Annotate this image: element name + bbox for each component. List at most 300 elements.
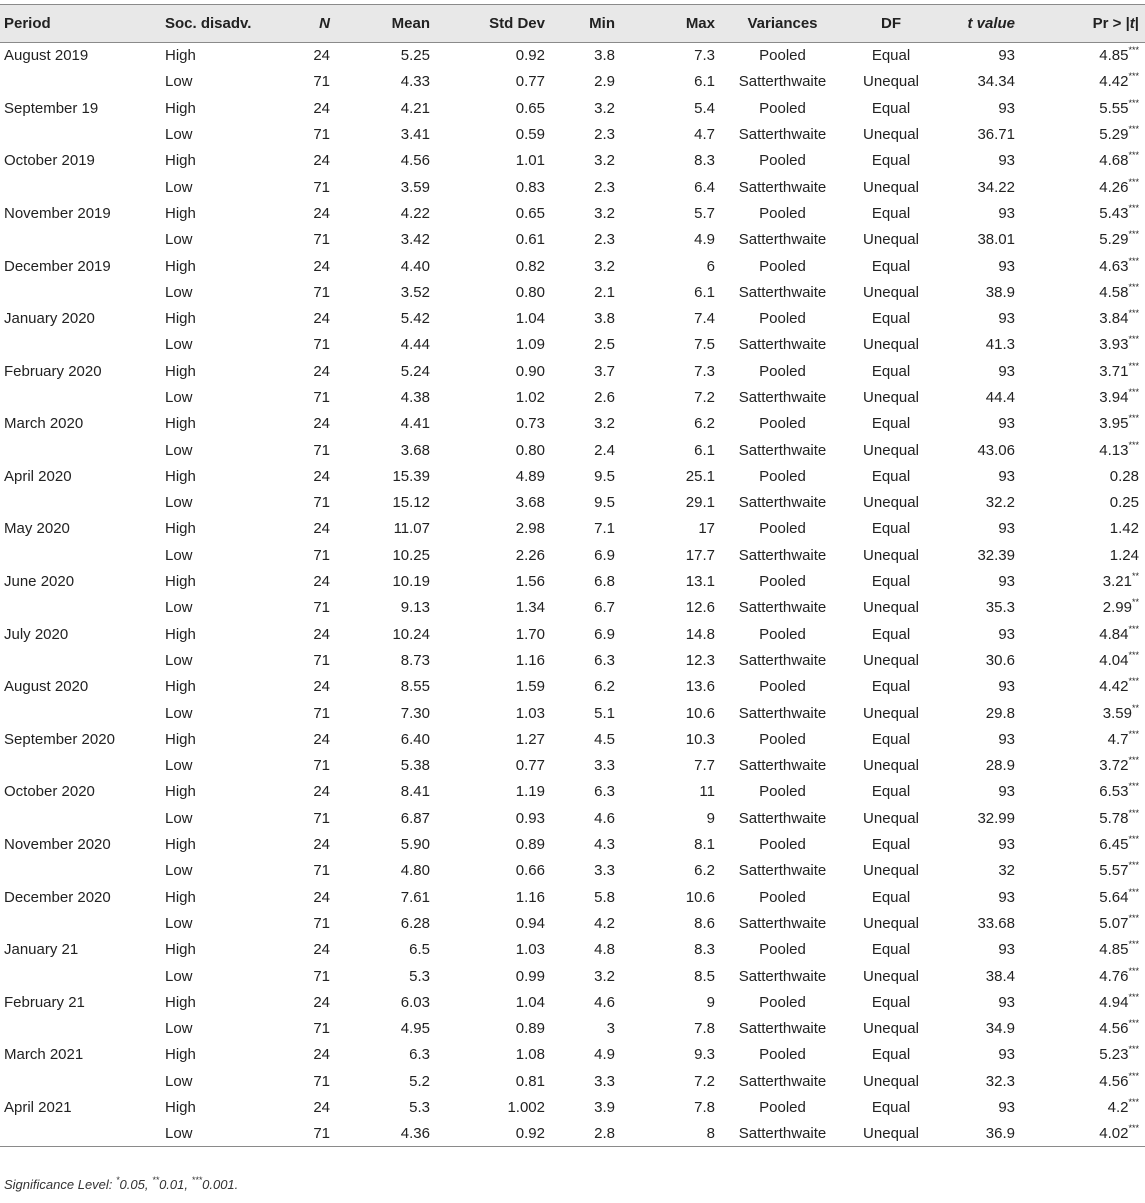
cell-min: 3.2: [594, 204, 615, 222]
cell-pr-value: 3.84: [1099, 310, 1129, 328]
cell-soc-disadv: High: [165, 152, 196, 170]
cell-pr-t: [1015, 279, 1145, 305]
cell-variances: Satterthwaite: [738, 441, 827, 459]
table-row: [0, 411, 1145, 437]
cell-max: 13.1: [685, 573, 715, 591]
cell-pr-value: 4.7: [1107, 730, 1129, 748]
cell-mean: 4.95: [400, 1020, 430, 1038]
cell-variances: Pooled: [759, 520, 806, 538]
cell-std-dev: 1.08: [515, 1046, 545, 1064]
header-variances: Variances: [715, 5, 850, 43]
cell-t-value: 93: [998, 310, 1015, 328]
cell-mean: 5.3: [409, 967, 430, 985]
cell-variances: Satterthwaite: [738, 283, 827, 301]
cell-variances: Pooled: [759, 888, 806, 906]
cell-pr-value: 4.84: [1099, 625, 1129, 643]
cell-variances: Satterthwaite: [738, 1072, 827, 1090]
cell-variances: Satterthwaite: [738, 651, 827, 669]
significance-mark: ***: [1128, 1097, 1139, 1108]
cell-mean: 9.13: [400, 599, 430, 617]
cell-min: 4.3: [594, 836, 615, 854]
cell-mean: 15.12: [392, 494, 430, 512]
cell-mean: 4.40: [400, 257, 430, 275]
cell-soc-disadv: Low: [165, 441, 193, 459]
table-row: [0, 200, 1145, 226]
header-pr-t-italic: t: [1129, 15, 1135, 32]
cell-period: August 2019: [4, 47, 89, 65]
cell-pr-value: 4.85: [1099, 47, 1129, 65]
table-row: [0, 542, 1145, 568]
cell-period: December 2019: [4, 257, 111, 275]
table-row: [0, 779, 1145, 805]
cell-max: 7.3: [694, 47, 715, 65]
cell-soc-disadv: High: [165, 678, 196, 696]
cell-t-value: 33.68: [977, 914, 1015, 932]
cell-df: Equal: [871, 993, 911, 1011]
cell-max: 7.7: [694, 757, 715, 775]
cell-max: 9: [706, 993, 715, 1011]
cell-pr-t: [1015, 1042, 1145, 1068]
cell-soc-disadv: High: [165, 1046, 196, 1064]
cell-n: 71: [313, 283, 330, 301]
cell-min: 6.9: [594, 546, 615, 564]
cell-n: 24: [313, 836, 330, 854]
cell-df: Unequal: [863, 704, 919, 722]
cell-pr-value: 6.45: [1099, 836, 1129, 854]
cell-t-value: 93: [998, 362, 1015, 380]
significance-mark: ***: [1128, 45, 1139, 56]
cell-pr-t: [1015, 621, 1145, 647]
significance-mark: ***: [1128, 755, 1139, 766]
header-n-label: N: [319, 15, 330, 32]
table-row: [0, 910, 1145, 936]
header-std-dev: Std Dev: [430, 5, 545, 43]
cell-t-value: 93: [998, 836, 1015, 854]
cell-max: 7.5: [694, 336, 715, 354]
cell-period: October 2020: [4, 783, 95, 801]
table-row: [0, 647, 1145, 673]
cell-t-value: 93: [998, 204, 1015, 222]
cell-variances: Pooled: [759, 257, 806, 275]
table-row: [0, 1015, 1145, 1041]
cell-period: September 19: [4, 99, 99, 117]
significance-mark: ***: [1128, 649, 1139, 660]
significance-mark: ***: [1128, 1018, 1139, 1029]
cell-pr-value: 0.25: [1109, 494, 1139, 512]
cell-mean: 10.25: [392, 546, 430, 564]
significance-mark: ***: [1128, 255, 1139, 266]
cell-mean: 4.38: [400, 389, 430, 406]
cell-min: 4.8: [594, 941, 615, 959]
cell-variances: Satterthwaite: [738, 494, 827, 512]
cell-period: [0, 332, 165, 358]
cell-df: Unequal: [863, 73, 919, 91]
table-row: [0, 621, 1145, 647]
header-soc-disadv: Soc. disadv.: [165, 5, 280, 43]
cell-period: May 2020: [4, 520, 70, 538]
cell-max: 8.3: [694, 941, 715, 959]
cell-n: 71: [313, 73, 330, 91]
cell-pr-value: 5.57: [1099, 862, 1129, 880]
cell-pr-value: 1.42: [1109, 520, 1139, 538]
cell-period: November 2020: [4, 836, 111, 854]
cell-t-value: 93: [998, 730, 1015, 748]
header-n: [280, 5, 330, 43]
table-row: [0, 884, 1145, 910]
cell-min: 3.8: [594, 47, 615, 65]
cell-min: 3.8: [594, 310, 615, 328]
cell-t-value: 41.3: [985, 336, 1015, 354]
cell-period: [0, 858, 165, 884]
cell-mean: 11.07: [393, 520, 430, 538]
cell-std-dev: 1.04: [515, 310, 545, 328]
cell-std-dev: 0.94: [515, 914, 545, 932]
cell-n: 71: [313, 967, 330, 985]
cell-pr-t: [1015, 910, 1145, 936]
cell-max: 8.6: [694, 914, 715, 932]
cell-min: 6.7: [594, 599, 615, 617]
cell-pr-t: [1015, 1068, 1145, 1094]
cell-variances: Pooled: [759, 362, 806, 380]
cell-max: 14.8: [685, 625, 715, 643]
cell-variances: Pooled: [759, 467, 806, 485]
cell-soc-disadv: Low: [165, 1020, 193, 1038]
cell-pr-t: [1015, 227, 1145, 253]
table-row: [0, 516, 1145, 542]
cell-df: Equal: [871, 99, 911, 117]
cell-period: [0, 1068, 165, 1094]
cell-mean: 6.5: [409, 941, 430, 959]
cell-t-value: 93: [998, 783, 1015, 801]
cell-mean: 6.87: [400, 809, 430, 827]
cell-pr-value: 4.68: [1099, 152, 1129, 170]
cell-min: 2.1: [594, 283, 615, 301]
cell-max: 12.6: [685, 599, 715, 617]
cell-df: Equal: [871, 573, 911, 591]
cell-df: Unequal: [863, 1020, 919, 1038]
cell-min: 3.9: [594, 1099, 615, 1117]
cell-pr-t: [1015, 463, 1145, 489]
cell-max: 7.3: [694, 362, 715, 380]
footnote-mark-2: **: [152, 1175, 160, 1185]
cell-min: 6.2: [594, 678, 615, 696]
cell-pr-value: 5.07: [1099, 914, 1129, 932]
significance-mark: ***: [1128, 150, 1139, 161]
cell-pr-value: 4.2: [1107, 1099, 1129, 1117]
cell-n: 71: [313, 389, 330, 406]
cell-mean: 8.41: [400, 783, 430, 801]
cell-min: 6.8: [594, 573, 615, 591]
cell-n: 71: [313, 178, 330, 196]
cell-soc-disadv: Low: [165, 704, 193, 722]
significance-mark: ***: [1128, 886, 1139, 897]
cell-min: 6.3: [594, 651, 615, 669]
cell-std-dev: 0.92: [515, 47, 545, 65]
cell-soc-disadv: High: [165, 467, 196, 485]
cell-max: 6.4: [694, 178, 715, 196]
cell-t-value: 34.9: [985, 1020, 1015, 1038]
table-row: [0, 253, 1145, 279]
table-row: [0, 43, 1145, 69]
cell-df: Equal: [871, 678, 911, 696]
cell-pr-t: [1015, 805, 1145, 831]
cell-period: November 2019: [4, 204, 111, 222]
cell-min: 2.4: [594, 441, 615, 459]
cell-max: 8.1: [694, 836, 715, 854]
cell-variances: Satterthwaite: [738, 231, 827, 249]
cell-period: [0, 227, 165, 253]
cell-n: 24: [313, 362, 330, 380]
cell-n: 71: [313, 862, 330, 880]
cell-t-value: 32.99: [977, 809, 1015, 827]
cell-mean: 7.61: [400, 888, 430, 906]
cell-soc-disadv: Low: [165, 967, 193, 985]
cell-period: March 2020: [4, 415, 84, 433]
cell-period: August 2020: [4, 678, 89, 696]
cell-soc-disadv: High: [165, 783, 196, 801]
cell-soc-disadv: High: [165, 415, 196, 433]
table-row: [0, 227, 1145, 253]
significance-mark: ***: [1128, 939, 1139, 950]
cell-std-dev: 0.73: [515, 415, 545, 433]
cell-t-value: 38.9: [985, 283, 1015, 301]
cell-soc-disadv: High: [165, 573, 196, 591]
cell-pr-value: 4.42: [1099, 73, 1129, 91]
table-row: [0, 332, 1145, 358]
cell-variances: Satterthwaite: [738, 73, 827, 91]
cell-period: February 21: [4, 993, 85, 1011]
cell-pr-value: 3.21: [1102, 573, 1132, 591]
cell-mean: 7.30: [400, 704, 430, 722]
table-row: [0, 279, 1145, 305]
table-row: [0, 69, 1145, 95]
cell-pr-t: [1015, 200, 1145, 226]
cell-mean: 5.90: [400, 836, 430, 854]
cell-min: 2.3: [594, 126, 615, 144]
significance-mark: **: [1131, 597, 1139, 608]
cell-n: 71: [313, 1020, 330, 1038]
cell-max: 8: [615, 1121, 715, 1147]
cell-pr-t: [1015, 858, 1145, 884]
table-row: [0, 963, 1145, 989]
cell-df: Equal: [871, 415, 911, 433]
cell-df: Unequal: [863, 494, 919, 512]
cell-pr-t: [1015, 989, 1145, 1015]
cell-pr-value: 2.99: [1102, 599, 1132, 617]
cell-variances: Pooled: [759, 1099, 806, 1117]
cell-period: [0, 542, 165, 568]
cell-df: Unequal: [863, 231, 919, 249]
cell-n: 24: [313, 573, 330, 591]
cell-n: 71: [313, 1072, 330, 1090]
cell-t-value: 32.2: [985, 494, 1015, 512]
cell-period: [0, 963, 165, 989]
cell-mean: 8.73: [400, 651, 430, 669]
cell-mean: 4.80: [400, 862, 430, 880]
cell-pr-t: [1015, 726, 1145, 752]
cell-variances: Pooled: [759, 310, 806, 328]
cell-n: 24: [313, 204, 330, 222]
cell-max: 12.3: [685, 651, 715, 669]
cell-max: 5.4: [694, 99, 715, 117]
cell-period: [0, 69, 165, 95]
table-row: [0, 358, 1145, 384]
cell-variances: Pooled: [759, 678, 806, 696]
cell-n: 71: [313, 336, 330, 354]
cell-variances: Satterthwaite: [738, 336, 827, 354]
cell-soc-disadv: Low: [165, 126, 193, 144]
cell-pr-t: [1015, 753, 1145, 779]
cell-pr-value: 5.29: [1099, 126, 1129, 144]
cell-period: January 2020: [4, 310, 95, 328]
table-row: [0, 831, 1145, 857]
cell-soc-disadv: Low: [165, 178, 193, 196]
table-row: [0, 148, 1145, 174]
table-row: [0, 858, 1145, 884]
header-df: DF: [850, 5, 932, 43]
cell-std-dev: 0.89: [515, 836, 545, 854]
cell-period: July 2020: [4, 625, 69, 643]
cell-pr-t: [1015, 568, 1145, 594]
cell-n: 71: [313, 126, 330, 144]
cell-df: Unequal: [863, 178, 919, 196]
cell-variances: Pooled: [759, 573, 806, 591]
table-row: [0, 490, 1145, 516]
cell-n: 24: [313, 310, 330, 328]
table-row: [0, 595, 1145, 621]
cell-max: 10.6: [685, 704, 715, 722]
cell-max: 6.2: [694, 862, 715, 880]
cell-df: Equal: [871, 362, 911, 380]
cell-max: 4.7: [694, 126, 715, 144]
significance-mark: ***: [1128, 623, 1139, 634]
cell-soc-disadv: Low: [165, 914, 193, 932]
cell-variances: Satterthwaite: [738, 546, 827, 564]
cell-t-value: 35.3: [985, 599, 1015, 617]
table-row: [0, 95, 1145, 121]
cell-period: [0, 1121, 165, 1147]
cell-soc-disadv: Low: [165, 494, 193, 512]
cell-mean: 4.41: [400, 415, 430, 433]
cell-mean: 5.2: [409, 1072, 430, 1090]
header-row: [0, 5, 1145, 43]
cell-min: 2.3: [594, 231, 615, 249]
cell-soc-disadv: High: [165, 625, 196, 643]
cell-min: 4.6: [594, 993, 615, 1011]
cell-period: [0, 279, 165, 305]
header-min: Min: [545, 5, 615, 43]
cell-min: 3.7: [594, 362, 615, 380]
cell-mean: 6.28: [400, 914, 430, 932]
cell-df: Unequal: [863, 283, 919, 301]
cell-min: 3.2: [594, 415, 615, 433]
cell-df: Unequal: [863, 757, 919, 775]
cell-df: Equal: [871, 888, 911, 906]
cell-period: June 2020: [4, 573, 75, 591]
cell-mean: 6.40: [400, 730, 430, 748]
cell-n: 24: [313, 625, 330, 643]
cell-t-value: 93: [998, 625, 1015, 643]
cell-pr-value: 5.43: [1099, 204, 1129, 222]
cell-mean: 5.24: [400, 362, 430, 380]
cell-min: 3.2: [594, 152, 615, 170]
cell-pr-t: [1015, 700, 1145, 726]
cell-mean: 5.42: [400, 310, 430, 328]
cell-soc-disadv: High: [165, 520, 196, 538]
cell-t-value: 34.22: [977, 178, 1015, 196]
cell-df: Equal: [871, 941, 911, 959]
cell-std-dev: 1.03: [515, 704, 545, 722]
cell-pr-value: 5.78: [1099, 809, 1129, 827]
cell-df: Unequal: [863, 389, 919, 406]
cell-pr-t: [1015, 95, 1145, 121]
significance-mark: ***: [1128, 860, 1139, 871]
cell-std-dev: 4.89: [515, 467, 545, 485]
cell-t-value: 38.01: [977, 231, 1015, 249]
cell-min: 9.5: [594, 494, 615, 512]
footnote-label: Significance Level:: [4, 1177, 117, 1192]
cell-pr-t: [1015, 490, 1145, 516]
significance-mark: ***: [1128, 360, 1139, 371]
cell-max: 10.6: [685, 888, 715, 906]
cell-variances: Pooled: [759, 1046, 806, 1064]
statistics-table: [0, 4, 1145, 1147]
cell-soc-disadv: High: [165, 1099, 196, 1117]
cell-min: 2.6: [594, 389, 615, 406]
cell-t-value: 93: [998, 1099, 1015, 1117]
cell-mean: 6.03: [400, 993, 430, 1011]
cell-n: 71: [313, 546, 330, 564]
table-row: [0, 174, 1145, 200]
cell-soc-disadv: Low: [165, 1072, 193, 1090]
cell-df: Unequal: [863, 862, 919, 880]
cell-std-dev: 1.59: [515, 678, 545, 696]
cell-soc-disadv: High: [165, 993, 196, 1011]
cell-pr-value: 1.24: [1109, 546, 1139, 564]
cell-mean: 10.19: [392, 573, 430, 591]
cell-mean: 10.24: [392, 625, 430, 643]
table-row: [0, 700, 1145, 726]
cell-min: 4.2: [594, 914, 615, 932]
cell-max: 9.3: [694, 1046, 715, 1064]
cell-t-value: 38.4: [985, 967, 1015, 985]
table-row: [0, 805, 1145, 831]
cell-max: 11: [699, 783, 715, 801]
cell-df: Unequal: [863, 1072, 919, 1090]
cell-mean: 4.33: [400, 73, 430, 91]
cell-soc-disadv: Low: [165, 283, 193, 301]
cell-pr-value: 3.94: [1099, 389, 1129, 406]
cell-t-value: 36.9: [932, 1121, 1015, 1147]
cell-pr-t: [1015, 647, 1145, 673]
cell-period: [0, 437, 165, 463]
significance-mark: ***: [1128, 176, 1139, 187]
cell-n: 24: [313, 941, 330, 959]
cell-std-dev: 0.89: [515, 1020, 545, 1038]
cell-std-dev: 0.99: [515, 967, 545, 985]
cell-df: Equal: [871, 1099, 911, 1117]
cell-max: 10.3: [685, 730, 715, 748]
header-pr-suffix: |: [1134, 15, 1139, 32]
cell-df: Unequal: [863, 126, 919, 144]
cell-std-dev: 1.002: [507, 1099, 545, 1117]
cell-pr-value: 4.26: [1099, 178, 1129, 196]
cell-min: 3.2: [594, 967, 615, 985]
cell-n: 24: [313, 47, 330, 65]
cell-mean: 5.3: [409, 1099, 430, 1117]
cell-variances: Satterthwaite: [738, 967, 827, 985]
cell-soc-disadv: High: [165, 888, 196, 906]
